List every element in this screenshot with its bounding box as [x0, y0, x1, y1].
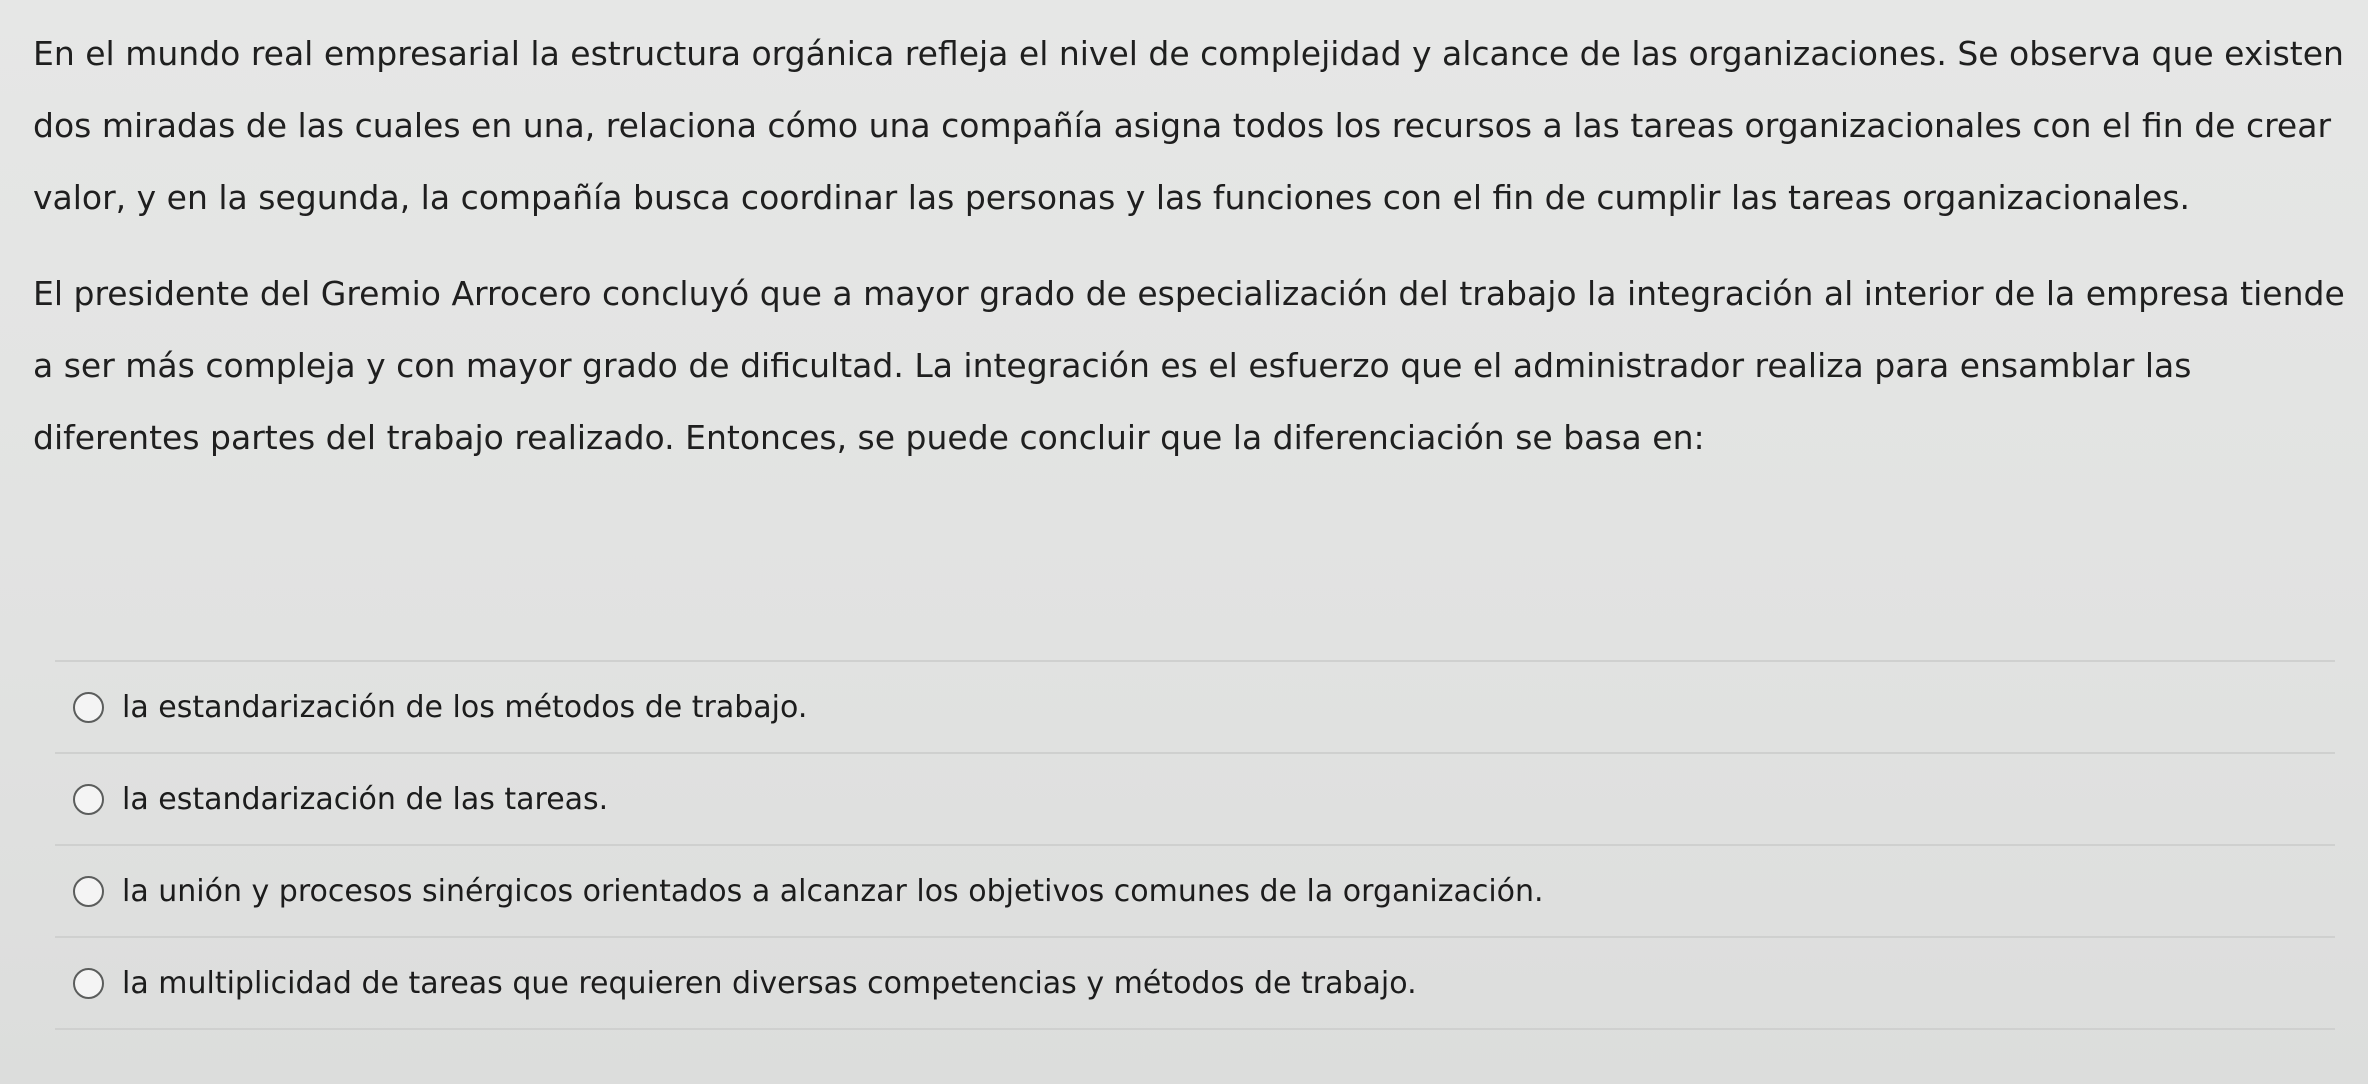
- radio-button-2[interactable]: [73, 784, 104, 815]
- answer-option-1-label: la estandarización de los métodos de trabajo.: [122, 689, 808, 725]
- answer-options: [55, 660, 2335, 1030]
- answer-option-2[interactable]: [55, 754, 2335, 846]
- answer-option-1[interactable]: [55, 662, 2335, 754]
- radio-button-3[interactable]: [73, 876, 104, 907]
- answer-option-4-label: la multiplicidad de tareas que requieren diversas competencias y métodos de trabajo.: [122, 965, 1417, 1001]
- radio-button-4[interactable]: [73, 968, 104, 999]
- question-paragraph-1: En el mundo real empresarial la estructura orgánica refleja el nivel de complejidad y alcance de las organizaciones. Se observa que existen dos miradas de las cuales en una, relaciona cómo una compañía asigna todos los recursos a las tareas organizacionales con el fin de crear valor, y en la segunda, la compañía busca coordinar las personas y las funciones con el fin de cumplir las tareas organizacionales.: [33, 34, 2344, 217]
- answer-option-2-label: la estandarización de las tareas.: [122, 781, 609, 817]
- radio-button-1[interactable]: [73, 692, 104, 723]
- answer-option-3-label: la unión y procesos sinérgicos orientados a alcanzar los objetivos comunes de la organización.: [122, 873, 1544, 909]
- answer-option-4[interactable]: [55, 938, 2335, 1030]
- answer-option-3[interactable]: [55, 846, 2335, 938]
- question-text: [33, 18, 2363, 474]
- question-paragraph-2: El presidente del Gremio Arrocero concluyó que a mayor grado de especialización del trabajo la integración al interior de la empresa tiende a ser más compleja y con mayor grado de dificultad. La integración es el esfuerzo que el administrador realiza para ensamblar las diferentes partes del trabajo realizado. Entonces, se puede concluir que la diferenciación se basa en:: [33, 274, 2345, 457]
